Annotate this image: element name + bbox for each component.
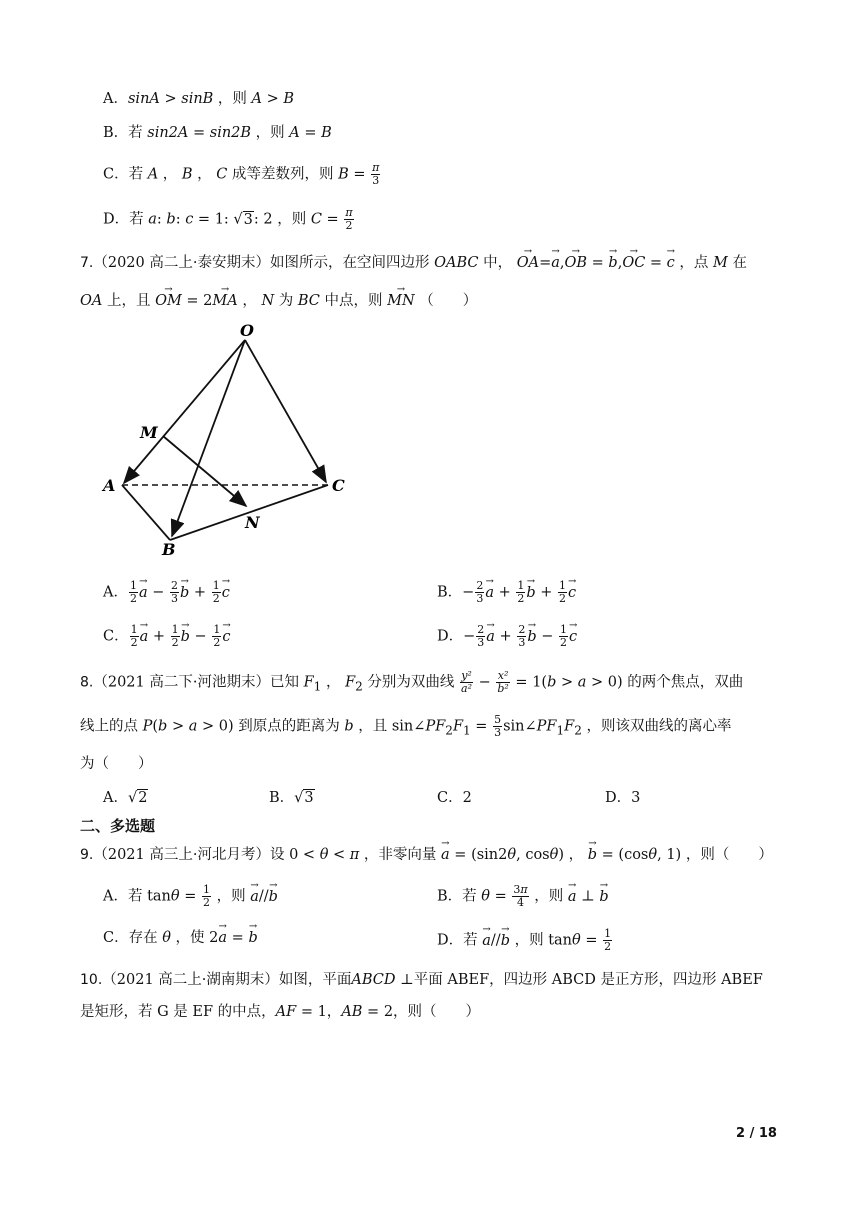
q6-option-b: B．若 sin2A = sin2B ，则 A = B: [103, 125, 332, 141]
q6-option-d: D．若 a: b: c = 1: √3: 2 ，则 C = $\frac{\pi}{2}$: [103, 206, 353, 232]
label-c: C: [332, 476, 345, 495]
label-n: N: [245, 513, 260, 532]
q8-option-c: C．2: [437, 790, 472, 806]
q8-stem-line3: 为（ ）: [80, 756, 153, 772]
q8-option-d: D．3: [605, 790, 641, 806]
q9-stem: 9.（2021 高三上·河北月考）设 0 < θ < π ，非零向量 → a = (sin2θ, cosθ) ， → b = (cosθ, 1) ，则（ ）: [80, 845, 773, 865]
edge-ob: [172, 340, 245, 536]
q9-option-a: A．若 tanθ = $\frac{1}{2}$ ，则 → a//→ b: [103, 884, 278, 909]
label-o: O: [240, 321, 254, 340]
q6-option-a: A．sinA > sinB ，则 A > B: [103, 91, 295, 107]
edge-oc: [245, 340, 326, 482]
page-number: 2 / 18: [736, 1126, 777, 1141]
q9-option-d: D．若 → a//→ b ，则 tanθ = $\frac{1}{2}$: [437, 928, 613, 953]
q8-stem-line2: 线上的点 P(b > a > 0) 到原点的距离为 b ，且 $\sin\angle PF_2F_1$ = $\frac{5}{3}$ $\sin\angle PF_1F_2$ ，则该双曲线的离心率: [80, 713, 732, 739]
q9-option-b: B．若 θ = $\frac{3\pi}{4}$ ，则 → a ⊥ → b: [437, 884, 609, 909]
q7-option-d: D．− $\frac{2}{3}$ → a + $\frac{2}{3}$ → b − $\frac{1}{2}$ → c: [437, 624, 577, 649]
q8-stem-line1: 8.（2021 高二下·河池期末）已知 $F_1$ ， $F_2$ 分别为双曲线 $\frac{\text{y²}}{\text{a²}}$ − $\frac{\text{x²}}{\text{b²}}$ = 1(b > a > 0) 的两个焦点，双曲: [80, 669, 744, 695]
q7-stem-line2: OA 上，且 → OM = 2→ MA ， N 为 BC 中点，则 → MN （ ）: [80, 291, 477, 311]
label-m: M: [140, 423, 158, 442]
q7-option-b: B．− $\frac{2}{3}$ → a + $\frac{1}{2}$ → b + $\frac{1}{2}$ → c: [437, 580, 576, 605]
q8-option-b: B．√3: [269, 790, 314, 806]
tetrahedron-figure: [100, 320, 370, 565]
label-b: B: [162, 540, 176, 559]
q7-option-c: C． $\frac{1}{2}$ → a + $\frac{1}{2}$ → b − $\frac{1}{2}$ → c: [103, 624, 230, 649]
q6-option-c: C．若 A ， B ， C 成等差数列，则 B = $\frac{\pi}{3}$: [103, 161, 380, 187]
edge-oa: [124, 340, 245, 483]
q10-stem-line1: 10.（2021 高二上·湖南期末）如图，平面ABCD ⊥平面 ABEF，四边形 ABCD 是正方形，四边形 ABEF: [80, 972, 763, 988]
q8-option-a: A．√2: [103, 790, 148, 806]
q7-stem-line1: 7.（2020 高二上·泰安期末）如图所示，在空间四边形 OABC 中， → OA=→ a,→ OB = → b,→ OC = → c ，点 M 在: [80, 253, 747, 273]
q10-stem-line2: 是矩形，若 G 是 EF 的中点，AF = 1，AB = 2，则（ ）: [80, 1004, 481, 1020]
q9-option-c: C．存在 θ ，使 2→ a = → b: [103, 928, 258, 948]
label-a: A: [103, 476, 116, 495]
section-heading: 二、多选题: [80, 817, 156, 835]
q7-option-a: A． $\frac{1}{2}$ → a − $\frac{2}{3}$ → b + $\frac{1}{2}$ → c: [103, 580, 230, 605]
edge-ab: [122, 485, 170, 540]
